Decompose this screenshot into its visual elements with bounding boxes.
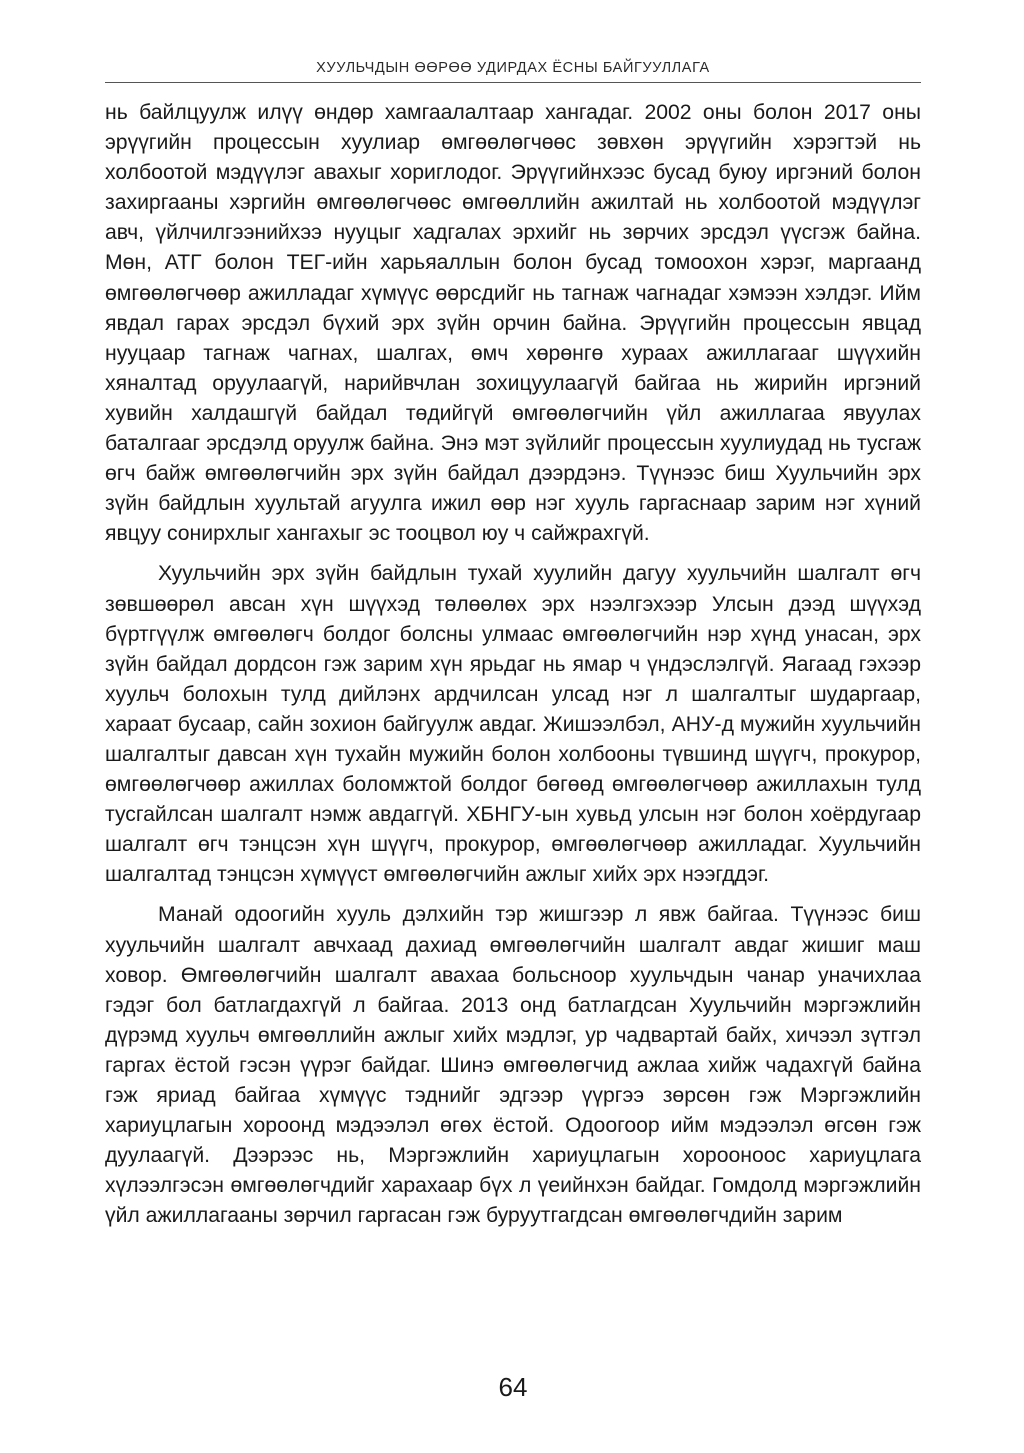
paragraph-lawyer-status: Хуульчийн эрх зүйн байдлын тухай хуулийн дагуу хуульчийн шалгалт өгч зөвшөөрөл авсан хүн шүүхэд төлөөлөх эрх нээлгэхээр Улсын дээд шүүхэд бүртгүүлж өмгөөлөгч болдог болсны улмаас өмгөөлөгчийн нэр хүнд унасан, эрх зүйн байдал дордсон гэж зарим хүн ярьдаг нь ямар ч үндэслэлгүй. Яагаад гэхээр хуульч болохын тулд дийлэнх ардчилсан улсад нэг л шалгалтыг шударгаар, хараат бусаар, сайн зохион байгуулж авдаг. Жишээлбэл, АНУ-д мужийн хуульчийн шалгалтыг давсан хүн тухайн мужийн болон холбооны түвшинд шүүгч, прокурор, өмгөөлөгчөөр ажиллах боломжтой болдог бөгөөд өмгөөлөгчөөр ажиллахын тулд тусгайлсан шалгалт нэмж авдаггүй. ХБНГУ-ын хувьд улсын нэг болон хоёрдугаар шалгалт өгч тэнцсэн хүн шүүгч, прокурор, өмгөөлөгчөөр ажилладаг. Хуульчийн шалгалтад тэнцсэн хүмүүст өмгөөлөгчийн ажлыг хийх эрх нээгддэг.	[105, 562, 921, 887]
body-text	[105, 98, 921, 1231]
paragraph-current-law: Манай одоогийн хууль дэлхийн тэр жишгээр л явж байгаа. Түүнээс биш хуульчийн шалгалт авчхаад дахиад өмгөөлөгчийн шалгалт авдаг жишиг маш ховор. Өмгөөлөгчийн шалгалт авахаа больсноор хуульчдын чанар уначихлаа гэдэг бол батлагдахгүй л байгаа. 2013 онд батлагдсан Хуульчийн мэргэжлийн дүрэмд хуульч өмгөөллийн ажлыг хийх мэдлэг, ур чадвартай байх, хичээл зүтгэл гаргах ёстой гэсэн үүрэг байдаг. Шинэ өмгөөлөгчид ажлаа хийж чадахгүй байна гэж яриад байгаа хүмүүс тэднийг эдгээр үүргээ зөрсөн гэж Мэргэжлийн хариуцлагын хороонд мэдээлэл өгөх ёстой. Одоогоор ийм мэдээлэл өгсөн гэж дуулаагүй. Дээрээс нь, Мэргэжлийн хариуцлагын хорооноос хариуцлага хүлээлгэсэн өмгөөлөгчдийг харахаар бүх л үеийнхэн байдаг. Гомдолд мэргэжлийн үйл ажиллагааны зөрчил гаргасан гэж буруутгагдсан өмгөөлөгчдийн зарим	[105, 903, 921, 1228]
running-header: ХУУЛЬЧДЫН ӨӨРӨӨ УДИРДАХ ЁСНЫ БАЙГУУЛЛАГА	[316, 60, 710, 76]
header-rule	[105, 82, 921, 83]
paragraph-continued: нь байлцуулж илүү өндөр хамгаалалтаар хангадаг. 2002 оны болон 2017 оны эрүүгийн процессын хуулиар өмгөөлөгчөөс зөвхөн эрүүгийн хэрэгтэй нь холбоотой мэдүүлэг авахыг хориглодог. Эрүүгийнхээс бусад буюу иргэний болон захиргааны хэргийн өмгөөлөгчөөс өмгөөллийн ажилтай нь холбоотой мэдүүлэг авч, үйлчилгээнийхээ нууцыг хадгалах эрхийг нь зөрчих эрсдэл үүсгэж байна. Мөн, АТГ болон ТЕГ-ийн харьяаллын болон бусад томоохон хэрэг, маргаанд өмгөөлөгчөөр ажилладаг хүмүүс өөрсдийг нь тагнаж чагнадаг хэмээн хэлдэг. Ийм явдал гарах эрсдэл бүхий эрх зүйн орчин байна. Эрүүгийн процессын явцад нууцаар тагнаж чагнах, шалгах, өмч хөрөнгө хураах ажиллагааг шүүхийн хяналтад оруулаагүй, нарийвчлан зохицуулаагүй байгаа нь жирийн иргэний хувийн халдашгүй байдал төдийгүй өмгөөлөгчийн үйл ажиллагаа явуулах баталгааг эрсдэлд оруулж байна. Энэ мэт зүйлийг процессын хуулиудад нь тусгаж өгч байж өмгөөлөгчийн эрх зүйн байдал дээрдэнэ. Түүнээс биш Хуульчийн эрх зүйн байдлын хуультай агуулга ижил өөр нэг хууль гаргаснаар зарим нэг хүний явцуу сонирхлыг хангахыг эс тооцвол юу ч сайжрахгүй.	[105, 101, 921, 546]
page-number: 64	[498, 1372, 528, 1402]
